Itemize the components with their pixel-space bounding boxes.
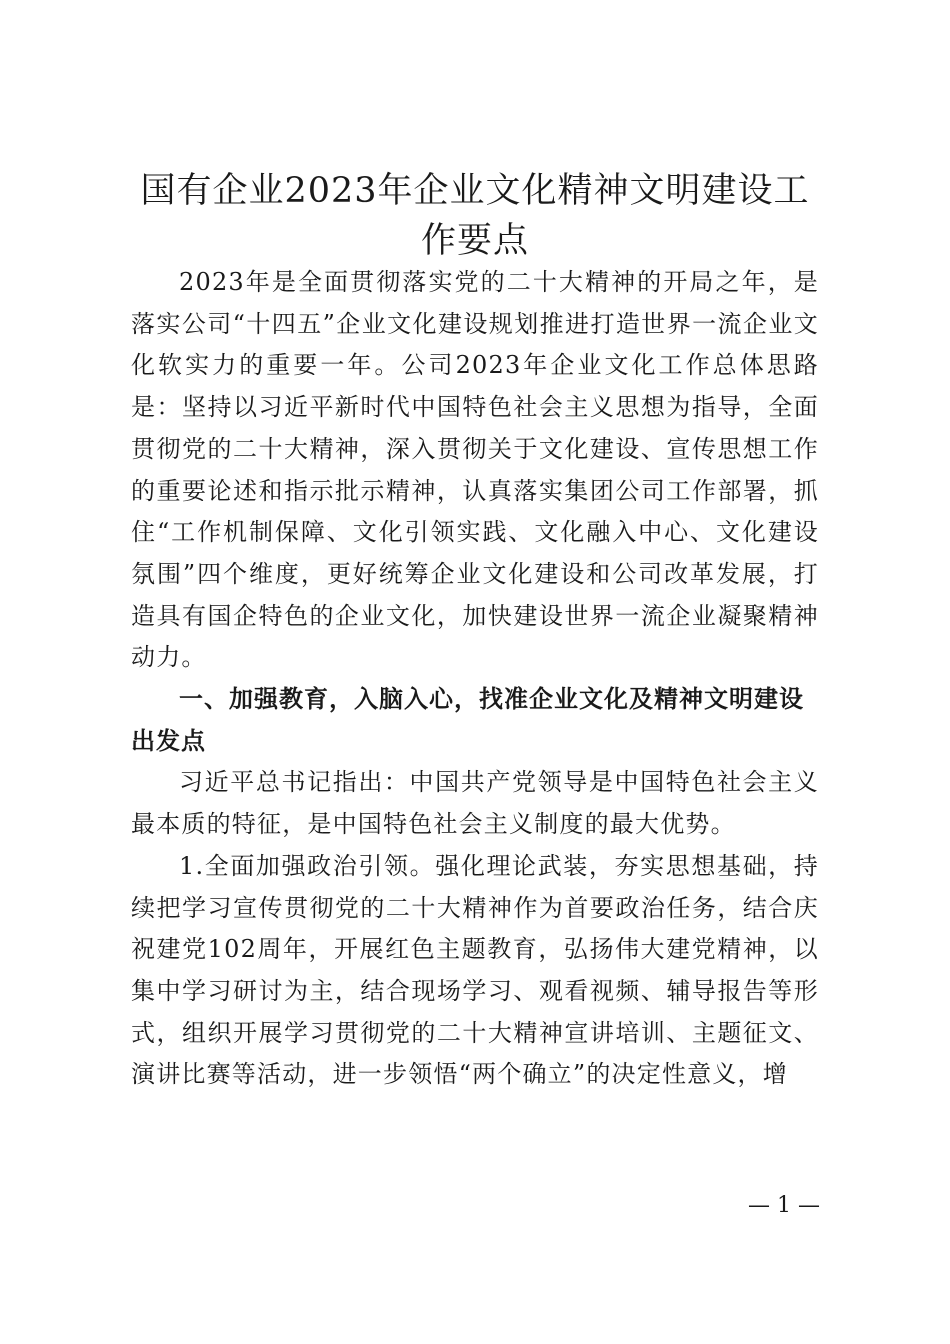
quote-paragraph: 习近平总书记指出：中国共产党领导是中国特色社会主义最本质的特征，是中国特色社会主义制度的最大优势。 xyxy=(131,768,819,839)
item-paragraph: 1.全面加强政治引领。强化理论武装，夯实思想基础，持续把学习宣传贯彻党的二十大精神作为首要政治任务，结合庆祝建党102周年，开展红色主题教育，弘扬伟大建党精神，以集中学习研讨为主，结合现场学习、观看视频、辅导报告等形式，组织开展学习贯彻党的二十大精神宣讲培训、主题征文、演讲比赛等活动，进一步领悟“两个确立”的决定性意义，增 xyxy=(131,851,819,1089)
section-heading: 一、加强教育，入脑入心，找准企业文化及精神文明建设出发点 xyxy=(131,685,804,755)
document-title: 国有企业2023年企业文化精神文明建设工作要点 xyxy=(140,171,810,261)
page-number: — 1 — xyxy=(748,1193,820,1218)
document-body xyxy=(131,262,819,1096)
intro-paragraph: 2023年是全面贯彻落实党的二十大精神的开局之年，是落实公司“十四五”企业文化建设规划推进打造世界一流企业文化软实力的重要一年。公司2023年企业文化工作总体思路是：坚持以习近平新时代中国特色社会主义思想为指导，全面贯彻党的二十大精神，深入贯彻关于文化建设、宣传思想工作的重要论述和指示批示精神，认真落实集团公司工作部署，抓住“工作机制保障、文化引领实践、文化融入中心、文化建设氛围”四个维度，更好统筹企业文化建设和公司改革发展，打造具有国企特色的企业文化，加快建设世界一流企业凝聚精神动力。 xyxy=(131,268,819,672)
